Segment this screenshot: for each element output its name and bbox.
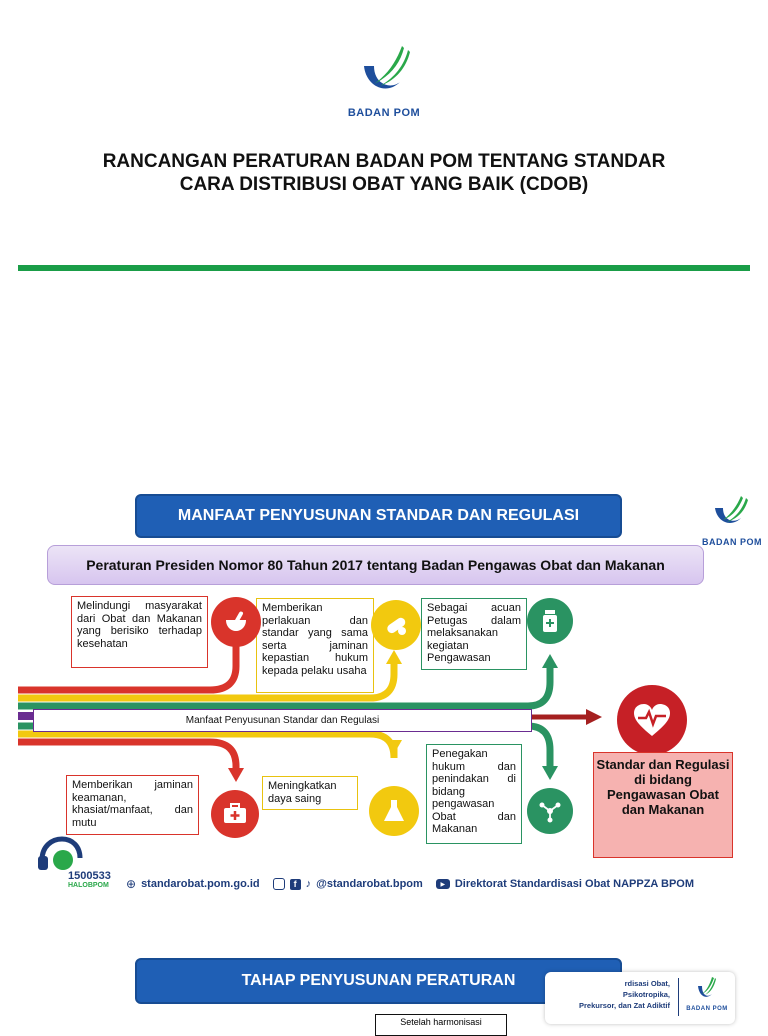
card-line-1: rdisasi Obat, xyxy=(624,979,670,988)
card-divider xyxy=(678,978,679,1016)
mortar-pestle-icon xyxy=(211,597,261,647)
center-label: Manfaat Penyusunan Standar dan Regulasi xyxy=(33,709,532,732)
benefit-top-red: Melindungi masyarakat dari Obat dan Makanan yang berisiko terhadap kesehatan xyxy=(71,596,208,668)
card-line-3: Prekursor, dan Zat Adiktif xyxy=(579,1001,670,1010)
instagram-icon xyxy=(273,878,285,890)
title-line-2: CARA DISTRIBUSI OBAT YANG BAIK (CDOB) xyxy=(179,174,589,195)
badan-pom-logo xyxy=(344,44,424,120)
pill-icon xyxy=(371,600,421,650)
benefit-top-yellow: Memberikan perlakuan dan standar yang sama serta jaminan kepastian hukum kepada pelaku usaha xyxy=(256,598,374,693)
benefit-bottom-green: Penegakan hukum dan penindakan di bidang pengawasan Obat dan Makanan xyxy=(426,744,522,844)
badan-pom-emblem-icon xyxy=(697,494,767,532)
slide2-card-text xyxy=(545,978,670,1011)
slide2-info-card xyxy=(545,972,735,1024)
globe-icon: ⊕ xyxy=(126,877,137,891)
website-link[interactable]: standarobat.pom.go.id xyxy=(141,878,260,890)
divider-rule xyxy=(18,265,750,271)
hotline-block xyxy=(36,836,126,892)
perpres-label: Peraturan Presiden Nomor 80 Tahun 2017 tentang Badan Pengawas Obat dan Makanan xyxy=(47,545,704,585)
molecule-icon xyxy=(527,788,573,834)
harmonisasi-note: Setelah harmonisasi xyxy=(375,1014,507,1036)
medicine-bottle-icon xyxy=(527,598,573,644)
first-aid-kit-icon xyxy=(211,790,259,838)
slide1-logo-text: BADAN POM xyxy=(702,537,762,547)
youtube-icon: ▶ xyxy=(436,879,450,889)
flask-icon xyxy=(369,786,419,836)
slide1-banner: MANFAAT PENYUSUNAN STANDAR DAN REGULASI xyxy=(135,494,622,538)
logo-text: BADAN POM xyxy=(347,107,421,119)
result-box: Standar dan Regulasi di bidang Pengawasan Obat dan Makanan xyxy=(593,752,733,858)
social-footer xyxy=(126,876,736,892)
card-line-2: Psikotropika, xyxy=(622,990,670,999)
document-title xyxy=(40,150,728,196)
facebook-icon: f xyxy=(290,879,301,890)
slide2-logo-text: BADAN POM xyxy=(686,1006,728,1012)
benefit-top-green: Sebagai acuan Petugas dalam melaksanakan kegiatan Pengawasan xyxy=(421,598,527,670)
benefit-bottom-red: Memberikan jaminan keamanan, khasiat/manfaat, dan mutu xyxy=(66,775,199,835)
youtube-channel[interactable]: Direktorat Standardisasi Obat NAPPZA BPOM xyxy=(454,878,695,890)
hotline-number: 1500533 xyxy=(68,870,111,882)
heartbeat-icon xyxy=(617,685,687,755)
benefit-bottom-yellow: Meningkatkan daya saing xyxy=(262,776,358,810)
badan-pom-emblem-icon xyxy=(690,976,724,1004)
tiktok-icon: ♪ xyxy=(305,878,312,890)
title-line-1: RANCANGAN PERATURAN BADAN POM TENTANG STANDAR xyxy=(102,151,666,172)
social-handle[interactable]: @standarobat.bpom xyxy=(316,878,423,890)
hotline-label: HALOBPOM xyxy=(68,882,109,889)
slide1-logo xyxy=(697,494,767,547)
badan-pom-emblem-icon xyxy=(344,44,424,104)
slide2-banner: TAHAP PENYUSUNAN PERATURAN xyxy=(135,958,622,1004)
